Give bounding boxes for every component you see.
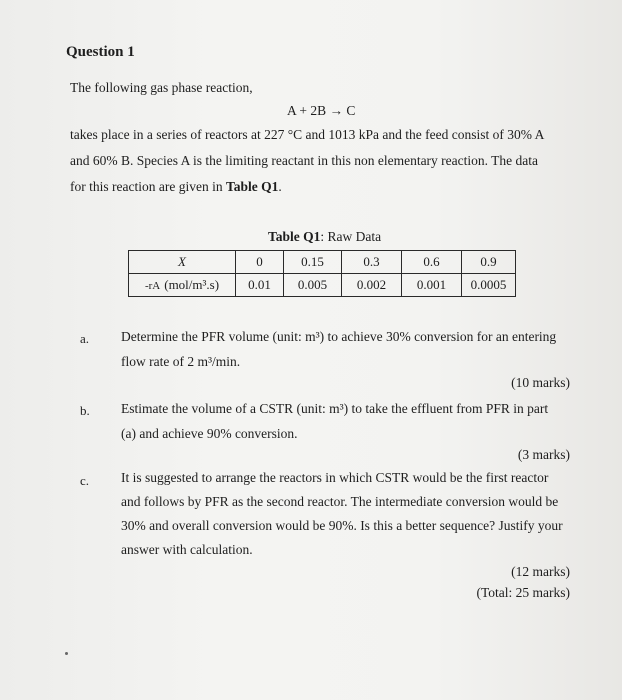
raw-data-table: [128, 250, 516, 297]
total-marks: (Total: 25 marks): [476, 585, 570, 600]
part-a-line: Determine the PFR volume (unit: m³) to achieve 30% conversion for an entering: [121, 329, 557, 344]
part-b-line: Estimate the volume of a CSTR (unit: m³) to take the effluent from PFR in part: [121, 401, 549, 416]
part-c-line: answer with calculation.: [121, 542, 253, 557]
table-cell: 0.002: [342, 274, 402, 297]
table-cell: 0.005: [284, 274, 342, 297]
paragraph-line: takes place in a series of reactors at 227 °C and 1013 kPa and the feed consist of 30% A: [70, 127, 545, 142]
part-c-label: c.: [80, 473, 90, 488]
part-a-marks: (10 marks): [511, 375, 570, 390]
table-cell: 0.001: [402, 274, 462, 297]
part-a-label: a.: [80, 331, 90, 346]
part-b-line: (a) and achieve 90% conversion.: [121, 426, 298, 441]
table-caption: Table Q1: Raw Data: [268, 229, 382, 244]
table-row: [129, 274, 516, 297]
stray-mark: [65, 652, 68, 655]
table-row-header: X: [129, 251, 236, 274]
paragraph-line: for this reaction are given in Table Q1.: [70, 179, 282, 194]
intro-text: The following gas phase reaction,: [70, 80, 253, 95]
part-c-line: It is suggested to arrange the reactors in which CSTR would be the first reactor: [121, 470, 549, 485]
table-cell: 0.3: [342, 251, 402, 274]
table-cell: 0.0005: [462, 274, 516, 297]
paragraph-line: and 60% B. Species A is the limiting reactant in this non elementary reaction. The data: [70, 153, 539, 168]
question-title: Question 1: [66, 44, 135, 60]
reaction-equation: A + 2B → C: [287, 103, 356, 118]
part-c-line: 30% and overall conversion would be 90%. Is this a better sequence? Justify your: [121, 518, 563, 533]
table-cell: 0.01: [236, 274, 284, 297]
table-cell: 0.6: [402, 251, 462, 274]
part-b-label: b.: [80, 403, 90, 418]
part-a-line: flow rate of 2 m³/min.: [121, 354, 241, 369]
table-reference: Table Q1: [225, 179, 279, 194]
rate-symbol: -rA: [144, 280, 161, 292]
table-cell: 0.15: [284, 251, 342, 274]
part-c-line: and follows by PFR as the second reactor. The intermediate conversion would be: [121, 494, 559, 509]
table-cell: 0: [236, 251, 284, 274]
part-c-marks: (12 marks): [511, 564, 570, 579]
table-row-header: -rA (mol/m³.s): [129, 274, 236, 297]
part-b-marks: (3 marks): [517, 447, 570, 462]
table-row: [129, 251, 516, 274]
table-cell: 0.9: [462, 251, 516, 274]
